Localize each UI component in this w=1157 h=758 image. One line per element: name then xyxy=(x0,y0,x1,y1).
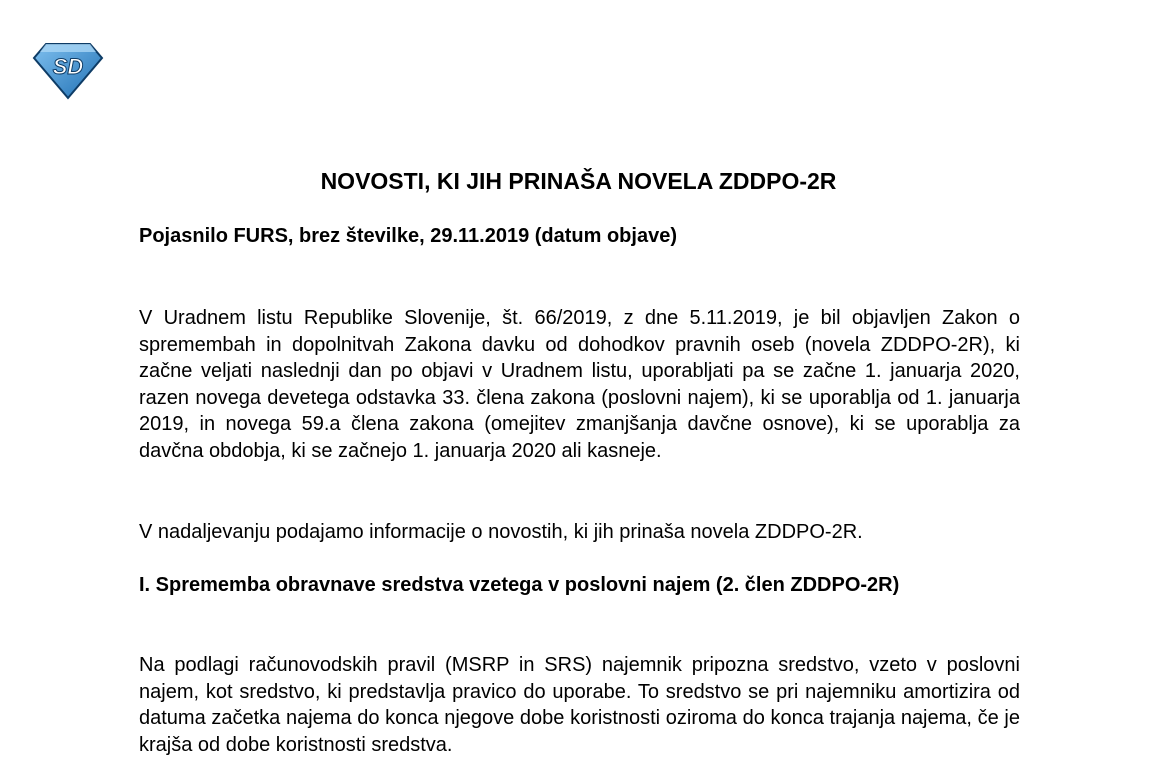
sd-logo-icon xyxy=(32,40,104,100)
section-1-heading: I. Sprememba obravnave sredstva vzetega v poslovni najem (2. člen ZDDPO-2R) xyxy=(139,574,900,596)
info-paragraph: V nadaljevanju podajamo informacije o novostih, ki jih prinaša novela ZDDPO-2R. xyxy=(139,521,863,543)
section-1-body: Na podlagi računovodskih pravil (MSRP in SRS) najemnik pripozna sredstvo, vzeto v poslovni najem, kot sredstvo, ki predstavlja pravico do uporabe. To sredstvo se pri najemniku amortizira od datuma začetka najema do konca njegove dobe koristnosti oziroma do konca trajanja najema, če je krajša od dobe koristnosti sredstva. xyxy=(139,654,1020,756)
document-subtitle: Pojasnilo FURS, brez številke, 29.11.2019 (datum objave) xyxy=(139,225,677,247)
intro-paragraph: V Uradnem listu Republike Slovenije, št. 66/2019, z dne 5.11.2019, je bil objavljen Zakon o spremembah in dopolnitvah Zakona davku od dohodkov pravnih oseb (novela ZDDPO-2R), ki začne veljati naslednji dan po objavi v Uradnem listu, uporabljati pa se začne 1. januarja 2020, razen novega devetega odstavka 33. člena zakona (poslovni najem), ki se uporablja od 1. januarja 2019, in novega 59.a člena zakona (omejitev zmanjšanja davčne osnove), ki se uporablja za davčna obdobja, ki se začnejo 1. januarja 2020 ali kasneje. xyxy=(139,307,1020,462)
document-title: NOVOSTI, KI JIH PRINAŠA NOVELA ZDDPO-2R xyxy=(320,168,837,194)
logo-text: SD xyxy=(52,54,84,79)
